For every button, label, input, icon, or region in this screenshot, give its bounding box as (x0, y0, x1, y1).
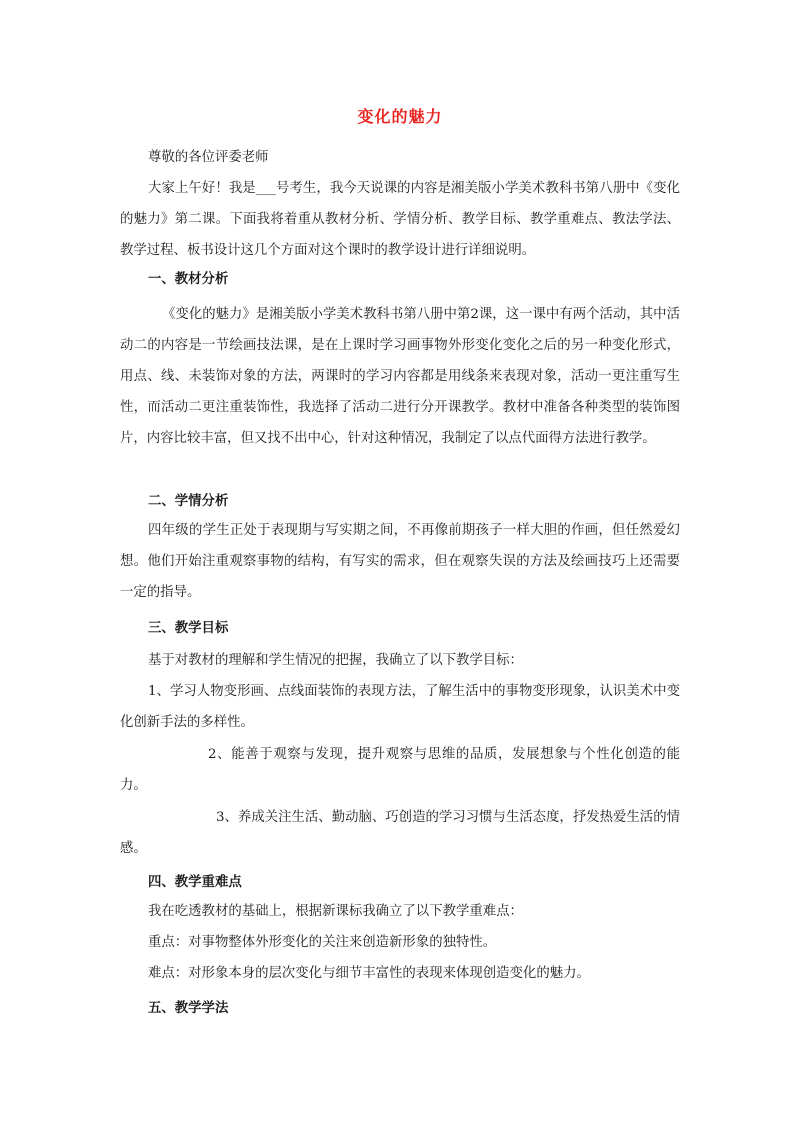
section-3-lead: 基于对教材的理解和学生情况的把握，我确立了以下教学目标： (148, 653, 523, 668)
section-heading-2: 二、学情分析 (148, 494, 229, 509)
document-title: 变化的魅力 (357, 107, 443, 126)
section-1-paragraph: 《变化的魅力》是湘美版小学美术教科书第八册中第2课，这一课中有两个活动，其中活动二的内容是一节绘画技法课，是在上课时学习画事物外形变化变化之后的另一种变化形式，用点、线、未装饰对象的方法，两课时的学习内容都是用线条来表现对象，活动一更注重写生性，而活动二更注重装饰性，我选择了活动二进行分开课教学。教材中准备各种类型的装饰图片，内容比较丰富，但又找不出中心，针对这种情况，我制定了以点代面得方法进行教学。 (120, 307, 680, 446)
difficult-point: 难点：对形象本身的层次变化与细节丰富性的表现来体现创造变化的魅力。 (148, 966, 590, 981)
intro-paragraph: 大家上午好！我是___号考生，我今天说课的内容是湘美版小学美术教科书第八册中《变化的魅力》第二课。下面我将着重从教材分析、学情分析、教学目标、教学重难点、教法学法、教学过程、板书设计这几个方面对这个课时的教学设计进行详细说明。 (120, 181, 680, 258)
section-heading-5: 五、教学学法 (148, 1001, 229, 1016)
goal-3: 3、养成关注生活、勤动脑、巧创造的学习习惯与生活态度，抒发热爱生活的情感。 (120, 810, 680, 856)
section-heading-4: 四、教学重难点 (148, 875, 242, 890)
section-heading-3: 三、教学目标 (148, 621, 229, 636)
salutation: 尊敬的各位评委老师 (148, 150, 269, 165)
goal-2: 2、能善于观察与发现，提升观察与思维的品质，发展想象与个性化创造的能力。 (120, 747, 680, 793)
goal-1: 1、学习人物变形画、点线面装饰的表现方法，了解生活中的事物变形现象，认识美术中变化创新手法的多样性。 (120, 684, 680, 730)
key-point: 重点：对事物整体外形变化的关注来创造新形象的独特性。 (148, 935, 497, 950)
section-heading-1: 一、教材分析 (148, 272, 229, 287)
section-2-paragraph: 四年级的学生正处于表现期与写实期之间，不再像前期孩子一样大胆的作画，但任然爱幻想。他们开始注重观察事物的结构，有写实的需求，但在观察失误的方法及绘画技巧上还需要一定的指导。 (120, 523, 680, 600)
section-4-lead: 我在吃透教材的基础上，根据新课标我确立了以下教学重难点： (148, 904, 523, 919)
